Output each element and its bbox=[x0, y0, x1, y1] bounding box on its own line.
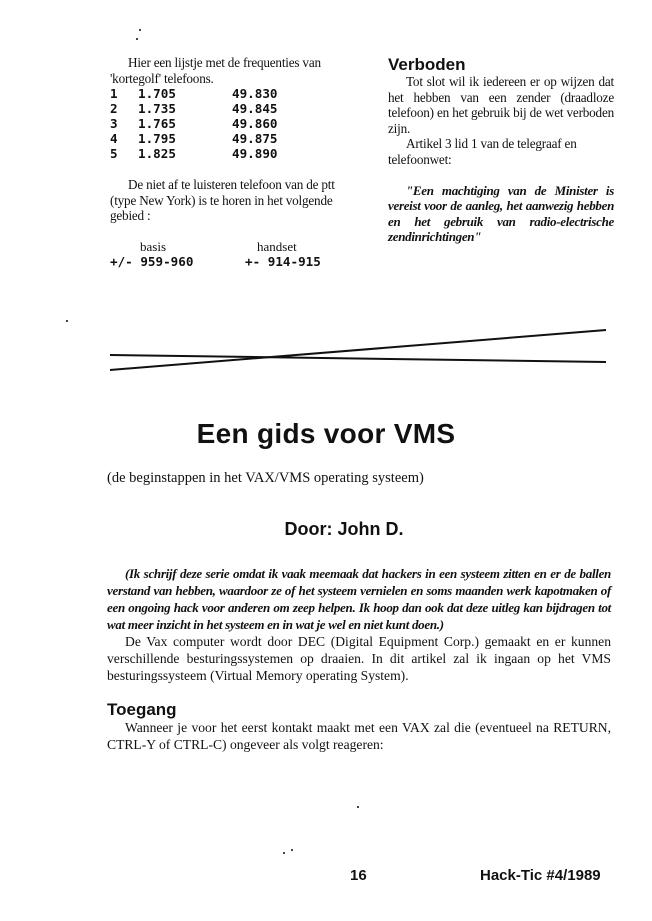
verboden-heading: Verboden bbox=[388, 55, 466, 74]
frequency-index: 3 bbox=[110, 116, 118, 132]
article-subtitle: (de beginstappen in het VAX/VMS operating systeem) bbox=[107, 470, 424, 486]
frequency-high: 49.890 bbox=[232, 146, 278, 162]
right-column bbox=[388, 55, 614, 245]
ptt-paragraph: De niet af te luisteren telefoon van de ptt (type New York) is te horen in het volgende gebied : bbox=[110, 177, 335, 224]
band-ranges bbox=[110, 240, 355, 269]
article-author: Door: John D. bbox=[284, 519, 404, 539]
scan-speck bbox=[136, 38, 138, 40]
scan-speck bbox=[139, 29, 141, 31]
frequency-intro: Hier een lijstje met de frequenties van 'kortegolf' telefoons. bbox=[110, 55, 321, 86]
frequency-high: 49.860 bbox=[232, 116, 278, 132]
frequency-index: 4 bbox=[110, 131, 118, 147]
frequency-high: 49.830 bbox=[232, 86, 278, 102]
article-body bbox=[107, 565, 611, 753]
frequency-index: 5 bbox=[110, 146, 118, 162]
scan-speck bbox=[66, 320, 68, 322]
scan-speck bbox=[283, 852, 285, 854]
frequency-row bbox=[110, 86, 278, 101]
divider-line-diagonal bbox=[110, 330, 606, 370]
article-paragraph-1: De Vax computer wordt door DEC (Digital Equipment Corp.) gemaakt en er kunnen verschillende besturingssystemen op draaien. In dit artikel zal ik ingaan op het VMS besturingssysteem (Virtual Memory operating System). bbox=[107, 634, 611, 683]
frequency-row bbox=[110, 146, 278, 161]
frequency-table bbox=[110, 86, 278, 161]
frequency-row bbox=[110, 101, 278, 116]
artikel-paragraph: Artikel 3 lid 1 van de telegraaf en telefoonwet: bbox=[388, 136, 577, 167]
page-number: 16 bbox=[350, 867, 367, 884]
article-intro: (Ik schrijf deze serie omdat ik vaak meemaak dat hackers in een systeem zitten en er de ballen verstand van hebben, waardoor ze of het systeem vernielen en soms maanden werk kapotmaken of een ongoing hack voor anderen om zeep helpen. Ik hoop dan ook dat deze uitleg kan bijdragen tot wat meer inzicht in het systeem en in wat je wel en niet kunt doen.) bbox=[107, 566, 611, 632]
divider-line-horizontal bbox=[110, 355, 606, 362]
basis-value: +/- 959-960 bbox=[110, 253, 194, 269]
frequency-high: 49.845 bbox=[232, 101, 278, 117]
scan-speck bbox=[357, 806, 359, 808]
frequency-high: 49.875 bbox=[232, 131, 278, 147]
frequency-low: 1.825 bbox=[138, 146, 176, 162]
frequency-low: 1.765 bbox=[138, 116, 176, 132]
law-quote: "Een machtiging van de Minister is vereist voor de aanleg, het aanwezig hebben en het gebruik van radio-electrische zendinrichtingen" bbox=[388, 182, 614, 245]
basis-label: basis bbox=[140, 238, 166, 254]
frequency-row bbox=[110, 116, 278, 131]
article-paragraph-2: Wanneer je voor het eerst kontakt maakt met een VAX zal die (eventueel na RETURN, CTRL-Y of CTRL-C) ongeveer als volgt reageren: bbox=[107, 720, 611, 752]
frequency-low: 1.705 bbox=[138, 86, 176, 102]
article-title: Een gids voor VMS bbox=[196, 418, 456, 449]
magazine-issue: Hack-Tic #4/1989 bbox=[480, 867, 601, 884]
handset-label: handset bbox=[257, 238, 297, 254]
frequency-index: 2 bbox=[110, 101, 118, 117]
frequency-row bbox=[110, 131, 278, 146]
verboden-paragraph: Tot slot wil ik iedereen er op wijzen dat het hebben van een zender (draadloze telefoon) en het gebruik bij de wet verboden zijn. bbox=[388, 74, 614, 136]
scan-speck bbox=[291, 849, 293, 851]
handset-value: +- 914-915 bbox=[245, 253, 321, 269]
left-column bbox=[110, 55, 355, 269]
toegang-heading: Toegang bbox=[107, 700, 177, 719]
frequency-index: 1 bbox=[110, 86, 118, 102]
frequency-low: 1.795 bbox=[138, 131, 176, 147]
frequency-low: 1.735 bbox=[138, 101, 176, 117]
